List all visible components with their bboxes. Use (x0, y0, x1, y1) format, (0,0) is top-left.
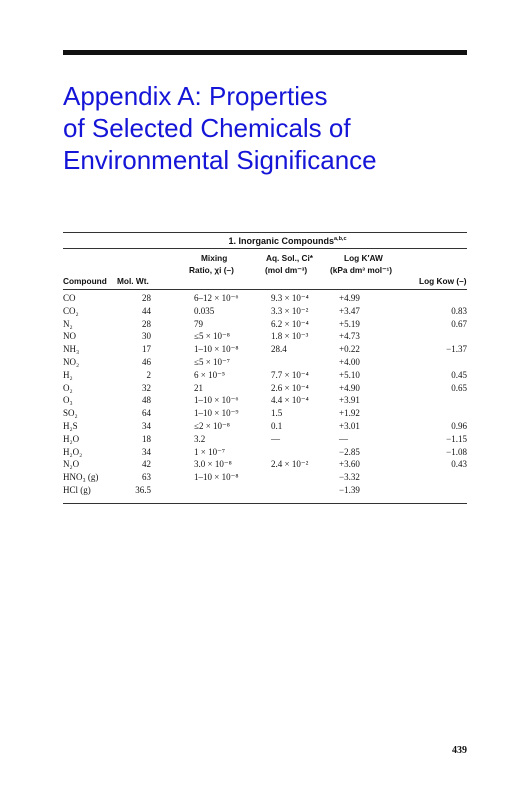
cell-compound: CO₂ (63, 305, 79, 316)
cell-log-kow: 0.96 (451, 420, 467, 431)
cell-aq-sol: 0.1 (271, 420, 283, 431)
cell-mol-wt: 28 (142, 318, 151, 329)
cell-compound: O₃ (63, 395, 73, 406)
table-bottom-rule (63, 503, 467, 504)
top-rule (63, 50, 467, 55)
page-title (63, 80, 483, 176)
cell-compound: SO₂ (63, 408, 78, 419)
cell-mixing-ratio: 6 × 10⁻⁵ (194, 369, 225, 380)
table-title-footnote: a,b,c (333, 236, 347, 242)
cell-log-kow: 0.83 (451, 305, 467, 316)
cell-compound: N₂O (63, 459, 80, 470)
cell-compound: NO (63, 331, 76, 342)
cell-log-kaw: +3.91 (339, 395, 360, 406)
table-body (63, 290, 467, 503)
cell-log-kaw: +3.60 (339, 459, 360, 470)
cell-log-kaw: −1.39 (339, 484, 360, 495)
cell-log-kaw: +5.19 (339, 318, 360, 329)
table-row (63, 446, 467, 459)
table-row (63, 343, 467, 356)
cell-log-kaw: +1.92 (339, 408, 360, 419)
header-compound: Compound (63, 276, 107, 286)
table-row (63, 356, 467, 369)
cell-mixing-ratio: 1–10 × 10⁻⁸ (194, 344, 239, 355)
cell-compound: HNO₃ (g) (63, 472, 99, 483)
cell-aq-sol: — (271, 433, 280, 444)
cell-mixing-ratio: 1 × 10⁻⁷ (194, 446, 225, 457)
cell-mixing-ratio: ≤2 × 10⁻⁸ (194, 420, 230, 431)
cell-mixing-ratio: 79 (194, 318, 203, 329)
cell-log-kaw: +4.90 (339, 382, 360, 393)
cell-aq-sol: 3.3 × 10⁻² (271, 305, 309, 316)
cell-mol-wt: 46 (142, 356, 151, 367)
cell-compound: NH₃ (63, 344, 80, 355)
table-row (63, 394, 467, 407)
table-row (63, 305, 467, 318)
cell-mol-wt: 17 (142, 344, 151, 355)
cell-log-kow: 0.43 (451, 459, 467, 470)
cell-compound: NO₂ (63, 356, 80, 367)
cell-log-kaw: −2.85 (339, 446, 360, 457)
cell-compound: H₂S (63, 420, 78, 431)
title-line: Environmental Significance (63, 145, 377, 175)
cell-log-kaw: +3.47 (339, 305, 360, 316)
cell-aq-sol: 2.6 × 10⁻⁴ (271, 382, 309, 393)
table-row (63, 420, 467, 433)
cell-aq-sol: 1.8 × 10⁻³ (271, 331, 309, 342)
cell-aq-sol: 28.4 (271, 344, 287, 355)
cell-log-kaw: +5.10 (339, 369, 360, 380)
cell-aq-sol: 4.4 × 10⁻⁴ (271, 395, 309, 406)
page-number: 439 (452, 745, 467, 756)
table-title-text: 1. Inorganic Compounds (228, 236, 334, 246)
header-log-kaw: Log K′AW (344, 253, 383, 263)
inorganic-compounds-table (63, 232, 467, 504)
cell-mixing-ratio: 3.2 (194, 433, 206, 444)
cell-compound: N₂ (63, 318, 73, 329)
table-header (63, 249, 467, 289)
table-row (63, 318, 467, 331)
cell-mixing-ratio: ≤5 × 10⁻⁸ (194, 331, 230, 342)
cell-log-kaw: +4.99 (339, 293, 360, 303)
cell-mixing-ratio: 1–10 × 10⁻⁶ (194, 395, 239, 406)
cell-log-kaw: +4.00 (339, 356, 360, 367)
cell-mol-wt: 32 (142, 382, 151, 393)
cell-mol-wt: 18 (142, 433, 151, 444)
cell-log-kaw: −3.32 (339, 472, 360, 483)
cell-log-kow: −1.08 (446, 446, 467, 457)
table-row (63, 458, 467, 471)
cell-aq-sol: 2.4 × 10⁻² (271, 459, 309, 470)
table-row (63, 484, 467, 497)
header-aq-sol: Aq. Sol., Ci* (266, 253, 314, 263)
cell-log-kaw: — (339, 433, 348, 444)
cell-log-kow: −1.15 (446, 433, 467, 444)
cell-mol-wt: 48 (142, 395, 151, 406)
title-line: of Selected Chemicals of (63, 113, 351, 143)
header-mixing: Mixing (201, 253, 228, 263)
cell-log-kow: 0.45 (451, 369, 467, 380)
cell-mixing-ratio: 1–10 × 10⁻⁹ (194, 408, 239, 419)
cell-mixing-ratio: 21 (194, 382, 203, 393)
cell-compound: CO (63, 293, 76, 303)
cell-mixing-ratio: 1–10 × 10⁻⁸ (194, 472, 239, 483)
table-row (63, 382, 467, 395)
table-row (63, 471, 467, 484)
header-log-kow: Log Kow (–) (419, 276, 467, 286)
cell-mol-wt: 30 (142, 331, 151, 342)
cell-log-kow: 0.67 (451, 318, 467, 329)
cell-compound: H₂O₂ (63, 446, 83, 457)
cell-mol-wt: 34 (142, 446, 151, 457)
header-mixing-ratio: Ratio, χi (–) (189, 265, 234, 275)
cell-compound: H₂O (63, 433, 80, 444)
cell-compound: O₂ (63, 382, 73, 393)
table-row (63, 369, 467, 382)
cell-aq-sol: 6.2 × 10⁻⁴ (271, 318, 309, 329)
cell-compound: HCl (g) (63, 484, 91, 495)
cell-mol-wt: 2 (146, 369, 151, 380)
cell-log-kow: −1.37 (446, 344, 467, 355)
cell-mixing-ratio: 0.035 (194, 305, 215, 316)
cell-mixing-ratio: ≤5 × 10⁻⁷ (194, 356, 230, 367)
cell-mol-wt: 36.5 (135, 484, 151, 495)
cell-mol-wt: 44 (142, 305, 151, 316)
header-log-kaw-units: (kPa dm³ mol⁻¹) (330, 265, 392, 275)
table-title (63, 233, 467, 248)
cell-mixing-ratio: 3.0 × 10⁻⁸ (194, 459, 232, 470)
cell-compound: H₂ (63, 369, 73, 380)
table-row (63, 433, 467, 446)
header-aq-units: (mol dm⁻³) (265, 265, 308, 275)
table-row (63, 330, 467, 343)
cell-mol-wt: 64 (142, 408, 151, 419)
cell-log-kaw: +0.22 (339, 344, 360, 355)
table-row (63, 292, 467, 305)
header-mol-wt: Mol. Wt. (117, 276, 149, 286)
cell-mol-wt: 63 (142, 472, 151, 483)
table-row (63, 407, 467, 420)
cell-log-kaw: +3.01 (339, 420, 360, 431)
cell-mol-wt: 34 (142, 420, 151, 431)
cell-log-kow: 0.65 (451, 382, 467, 393)
title-line: Appendix A: Properties (63, 81, 328, 111)
cell-log-kaw: +4.73 (339, 331, 360, 342)
cell-mol-wt: 42 (142, 459, 151, 470)
cell-aq-sol: 9.3 × 10⁻⁴ (271, 293, 309, 303)
cell-mixing-ratio: 6–12 × 10⁻⁶ (194, 293, 239, 303)
cell-mol-wt: 28 (142, 293, 151, 303)
cell-aq-sol: 1.5 (271, 408, 283, 419)
cell-aq-sol: 7.7 × 10⁻⁴ (271, 369, 309, 380)
